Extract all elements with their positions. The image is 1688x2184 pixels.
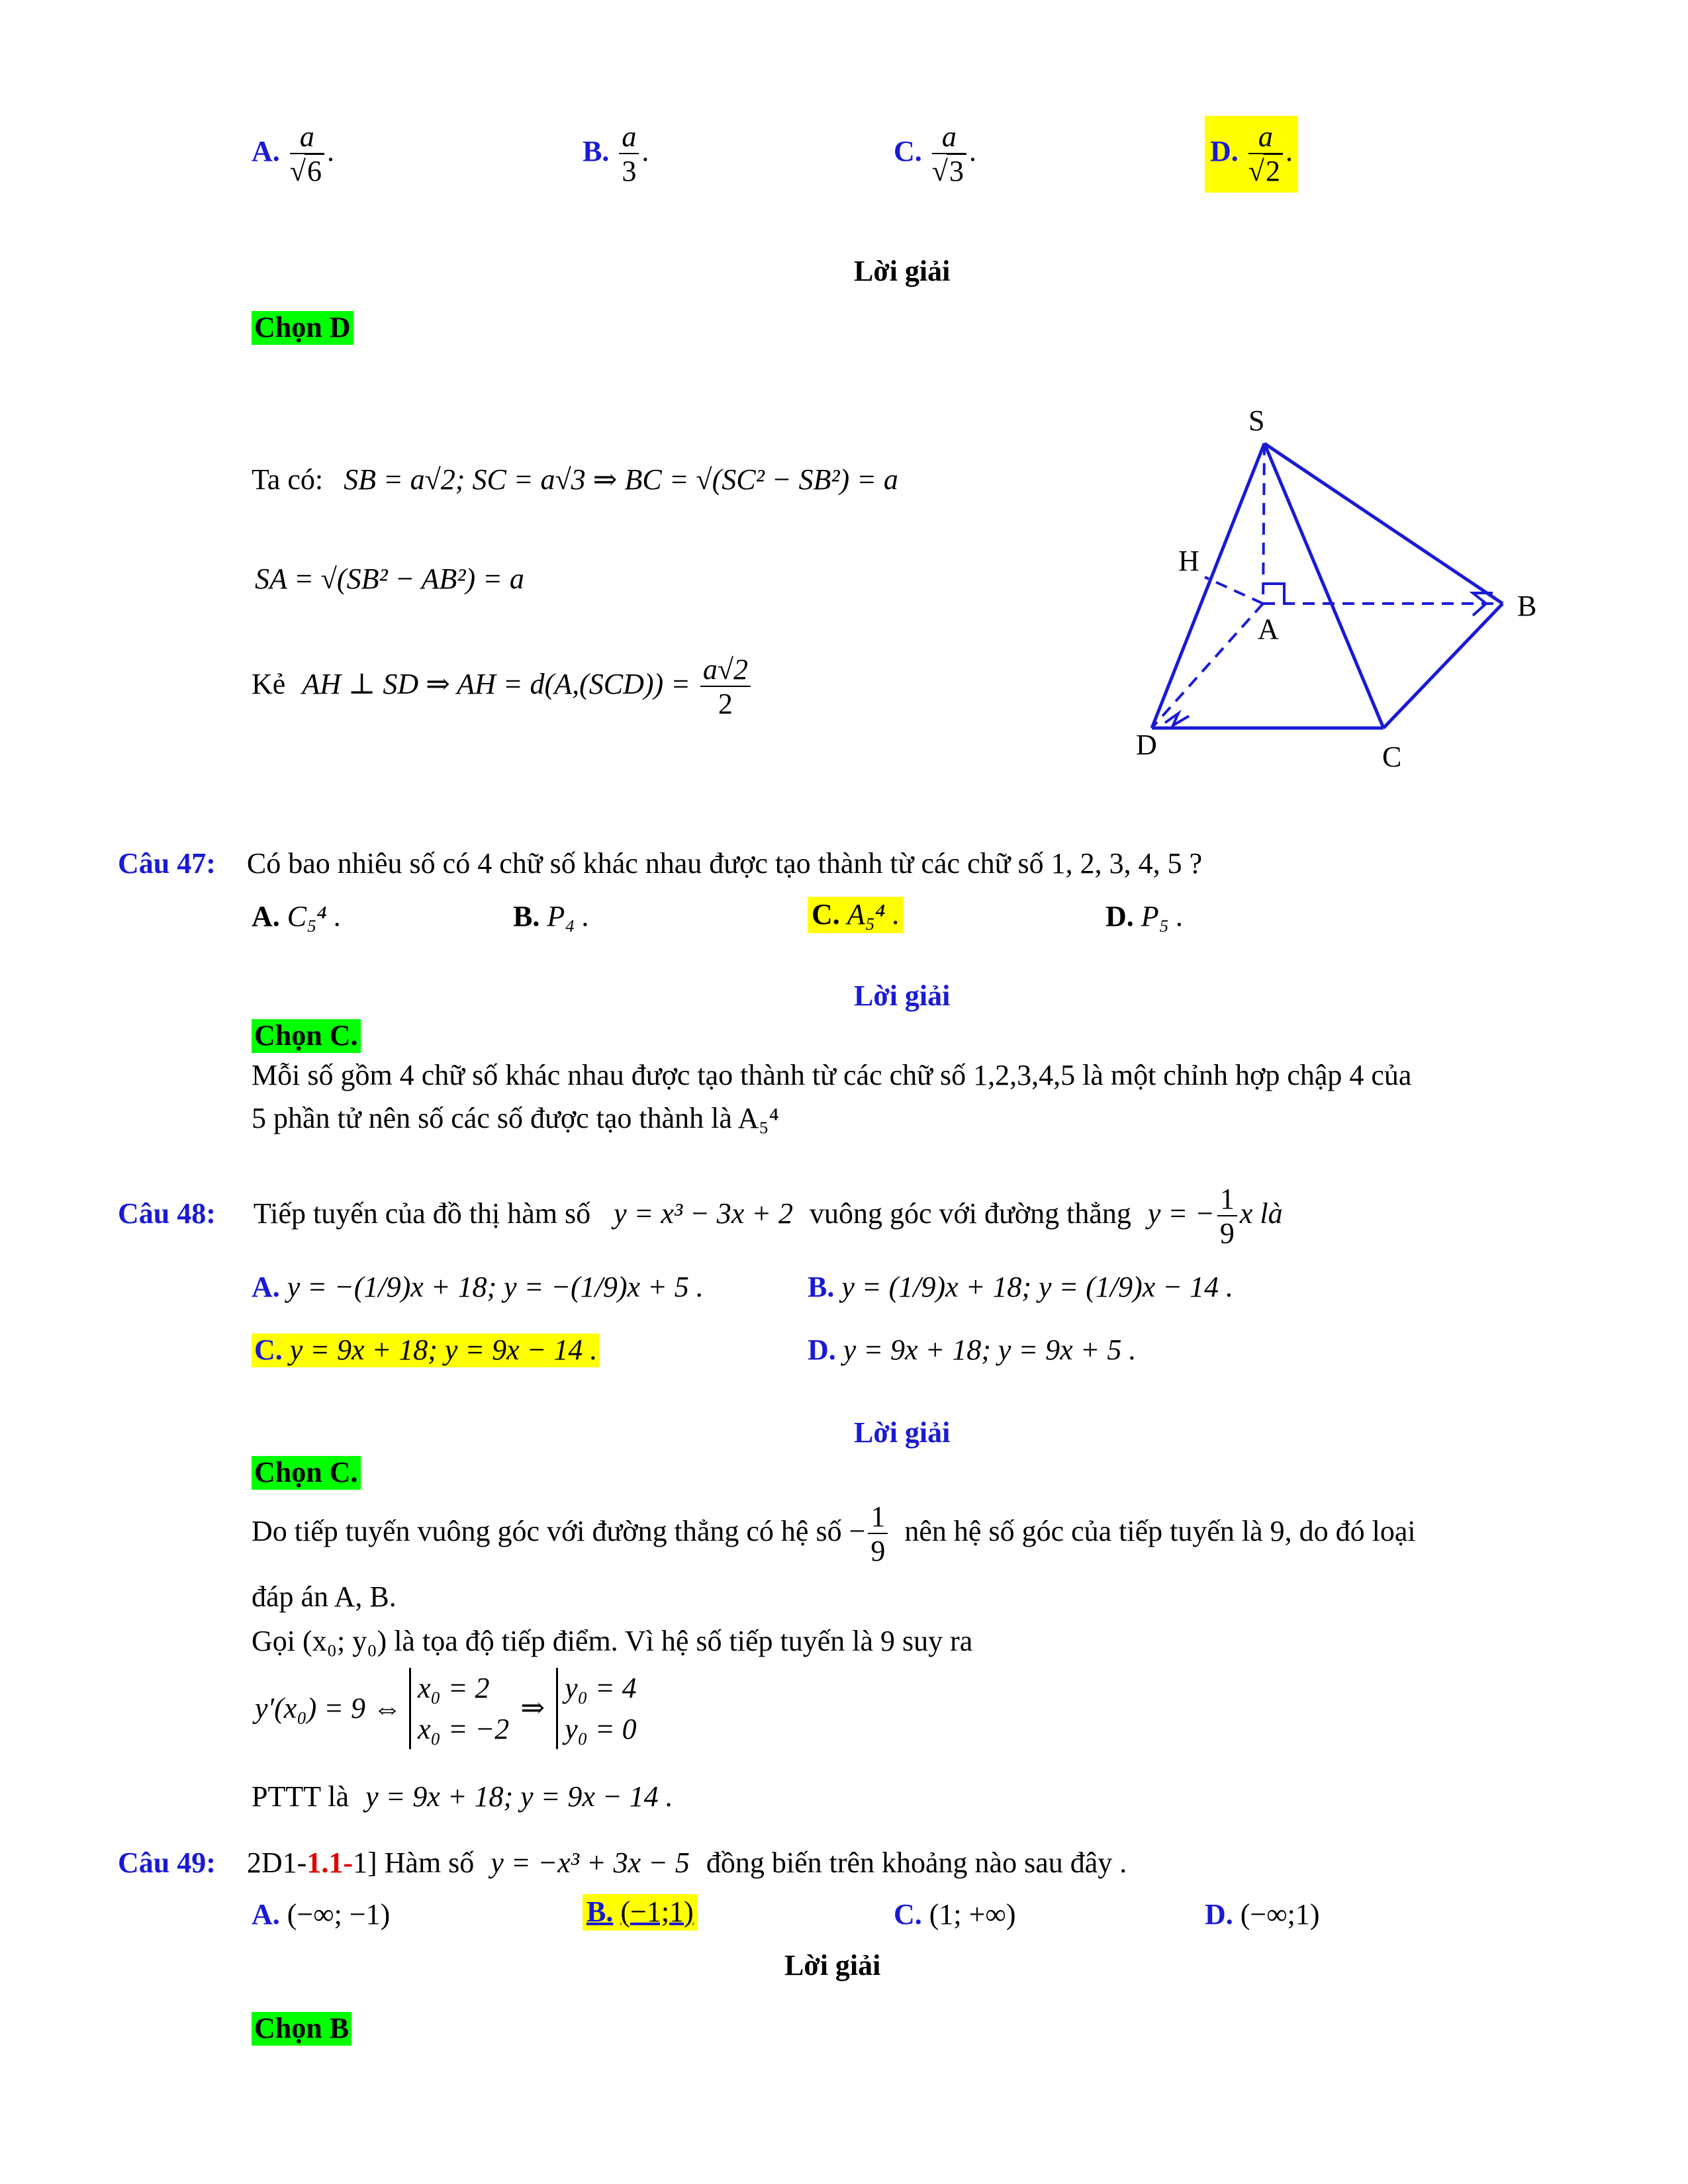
question-text: ] Hàm số xyxy=(367,1846,475,1879)
option-letter: D. xyxy=(808,1334,836,1366)
option-math: P₄ . xyxy=(547,900,590,933)
option-letter: D. xyxy=(1205,1898,1233,1931)
q48-option-b xyxy=(808,1271,1233,1304)
radicand: 3 xyxy=(947,154,966,187)
segment-AH xyxy=(1205,577,1263,604)
option-letter: A. xyxy=(252,135,280,168)
q49-option-d xyxy=(1205,1898,1320,1932)
option-letter: B. xyxy=(586,1895,614,1928)
frac-num: a√2 xyxy=(700,655,751,687)
q48-sol-line5 xyxy=(252,1780,673,1814)
q47-option-b xyxy=(513,900,590,934)
option-letter: B. xyxy=(583,135,610,168)
question-text: Tiếp tuyến của đồ thị hàm số xyxy=(253,1197,591,1230)
option-math: A₅⁴ . xyxy=(847,898,900,931)
label-D: D xyxy=(1136,729,1157,761)
q46-option-d: D. $\frac{a}{√2}$ . xyxy=(1205,116,1298,193)
question-text: vuông góc với đường thẳng xyxy=(810,1197,1131,1230)
edge-CB xyxy=(1383,604,1503,728)
sol-text: Do tiếp tuyến vuông góc với đường thẳng có hệ số − xyxy=(252,1515,866,1548)
option-letter: A. xyxy=(252,900,280,933)
edge-AD xyxy=(1152,604,1263,728)
frac-den: √3 xyxy=(932,154,966,186)
option-math: y = 9x + 18; y = 9x − 14 . xyxy=(289,1334,598,1366)
q48-sol-line3: Gọi (x₀; y₀) là tọa độ tiếp điểm. Vì hệ số tiếp tuyến là 9 suy ra xyxy=(252,1625,973,1657)
q47-solution-title: Lời giải xyxy=(854,979,951,1012)
option-letter: D. xyxy=(1210,135,1239,168)
case-line: y₀ = 4 xyxy=(565,1672,637,1704)
q48-sol-line1 xyxy=(252,1502,1416,1566)
q46-choice: Chọn D xyxy=(252,311,353,345)
tag-text: 1.1 xyxy=(306,1846,344,1879)
label-H: H xyxy=(1178,545,1199,577)
option-math: C₅⁴ . xyxy=(287,900,342,933)
option-letter: B. xyxy=(513,900,540,933)
label-A: A xyxy=(1258,613,1279,645)
q47-option-c xyxy=(808,897,904,933)
question-label: Câu 47: xyxy=(118,847,216,880)
math-expr: y = −x³ + 3x − 5 xyxy=(491,1846,690,1879)
option-math: (−1;1) xyxy=(620,1895,694,1928)
option-letter: B. xyxy=(808,1271,835,1303)
case-line: x₀ = −2 xyxy=(417,1712,510,1745)
q48-sol-line2: đáp án A, B. xyxy=(252,1580,397,1613)
q47-choice: Chọn C. xyxy=(252,1019,361,1053)
sol-text: PTTT là xyxy=(252,1780,350,1813)
q48-option-a xyxy=(252,1271,704,1304)
question-text: đồng biến trên khoảng nào sau đây . xyxy=(706,1846,1127,1879)
edge-SD xyxy=(1152,443,1264,728)
q48-stem xyxy=(118,1185,1283,1248)
q46-option-c: C. $\frac{a}{√3}$ . xyxy=(894,120,976,187)
option-math: y = −(1/9)x + 18; y = −(1/9)x + 5 . xyxy=(287,1271,704,1303)
q49-solution-title: Lời giải xyxy=(784,1949,881,1981)
frac-den: 9 xyxy=(1219,1217,1235,1250)
q48-choice: Chọn C. xyxy=(252,1456,361,1490)
q46-sol-line1 xyxy=(252,463,898,497)
question-label: Câu 48: xyxy=(118,1197,216,1230)
frac-den: 3 xyxy=(622,155,637,187)
edge-SC xyxy=(1264,443,1383,728)
math-expr: y = x³ − 3x + 2 xyxy=(614,1197,793,1230)
option-math: (−∞; −1) xyxy=(287,1898,391,1931)
option-letter: A. xyxy=(252,1271,280,1303)
case-line: x₀ = 2 xyxy=(417,1672,490,1704)
math-expr: SB = a√2; SC = a√3 ⇒ BC = √(SC² − SB²) = a xyxy=(344,463,898,496)
option-letter: C. xyxy=(812,898,840,931)
frac-num: a xyxy=(619,122,639,154)
edge-SA xyxy=(1263,443,1264,604)
option-letter: D. xyxy=(1105,900,1134,933)
tag-text: - xyxy=(343,1846,353,1879)
label-C: C xyxy=(1382,741,1402,773)
line-prefix: Ta có: xyxy=(252,463,324,496)
sol-text: nên hệ số góc của tiếp tuyến là 9, do đó loại xyxy=(904,1515,1416,1548)
question-text: Có bao nhiêu số có 4 chữ số khác nhau được tạo thành từ các chữ số 1, 2, 3, 4, 5 ? xyxy=(246,847,1203,880)
frac-num: a xyxy=(290,122,324,154)
bracket-x xyxy=(409,1668,509,1749)
frac-den: 2 xyxy=(718,688,733,720)
case-line: y₀ = 0 xyxy=(565,1712,637,1745)
frac-num: 1 xyxy=(868,1502,888,1534)
tag-text: 2D1- xyxy=(246,1846,307,1879)
q47-stem xyxy=(118,847,1202,881)
q46-sol-line2: SA = √(SB² − AB²) = a xyxy=(255,563,524,595)
option-math: P₅ . xyxy=(1141,900,1184,933)
edge-SB xyxy=(1264,443,1503,604)
bracket-y xyxy=(556,1668,637,1749)
frac-num: a xyxy=(1248,122,1283,154)
implies-symbol: ⇒ xyxy=(520,1692,545,1725)
option-letter: C. xyxy=(254,1334,283,1366)
option-math: y = (1/9)x + 18; y = (1/9)x − 14 . xyxy=(841,1271,1233,1303)
q46-option-a: A. $\frac{a}{√6}$ . xyxy=(252,120,334,187)
q49-option-b xyxy=(583,1894,698,1931)
tag-text: 1 xyxy=(353,1846,367,1879)
q48-option-d xyxy=(808,1334,1136,1367)
math-expr: y = − xyxy=(1147,1197,1215,1230)
q49-choice: Chọn B xyxy=(252,2012,352,2046)
q47-sol-line2: 5 phần tử nên số các số được tạo thành là A₅⁴ xyxy=(252,1102,779,1134)
frac-den: 9 xyxy=(870,1535,886,1567)
q46-sol-line3 xyxy=(252,655,753,719)
q47-option-d xyxy=(1105,900,1184,934)
pyramid-figure xyxy=(1099,397,1562,781)
frac-num: 1 xyxy=(1217,1185,1237,1216)
option-math: y = 9x + 18; y = 9x + 5 . xyxy=(843,1334,1137,1366)
radicand: 6 xyxy=(305,154,324,187)
q49-option-c xyxy=(894,1898,1016,1932)
frac-den: √2 xyxy=(1248,154,1283,186)
option-letter: A. xyxy=(252,1898,280,1931)
frac-num: a xyxy=(932,122,966,154)
q48-option-c xyxy=(252,1334,600,1367)
math-expr: x là xyxy=(1239,1197,1283,1230)
option-letter: C. xyxy=(894,135,922,168)
frac-den: √6 xyxy=(290,154,324,186)
option-letter: C. xyxy=(894,1898,922,1931)
q49-stem xyxy=(118,1846,1127,1880)
q48-solution-title: Lời giải xyxy=(854,1416,951,1449)
q47-sol-line1: Mỗi số gồm 4 chữ số khác nhau được tạo thành từ các chữ số 1,2,3,4,5 là một chỉnh hợp chập 4 của xyxy=(252,1059,1412,1091)
right-angle-D xyxy=(1165,713,1189,725)
q46-solution-title: Lời giải xyxy=(854,255,951,287)
option-math: (1; +∞) xyxy=(929,1898,1016,1931)
line-prefix: Kẻ xyxy=(252,668,286,701)
question-label: Câu 49: xyxy=(118,1846,216,1879)
q49-option-a xyxy=(252,1898,390,1932)
math-expr: y′(x₀) = 9 ⇔ xyxy=(255,1692,402,1725)
q47-option-a xyxy=(252,900,342,934)
q46-option-b: B. $\frac{a}{3}$ . xyxy=(583,120,649,187)
label-S: S xyxy=(1248,404,1265,437)
q48-sol-system xyxy=(255,1668,637,1749)
math-expr: AH ⊥ SD ⇒ AH = d(A,(SCD)) = xyxy=(302,668,690,701)
right-angle-A xyxy=(1263,584,1284,604)
radicand: 2 xyxy=(1263,154,1283,187)
label-B: B xyxy=(1517,590,1537,622)
math-expr: y = 9x + 18; y = 9x − 14 . xyxy=(365,1780,673,1813)
option-math: (−∞;1) xyxy=(1240,1898,1320,1931)
